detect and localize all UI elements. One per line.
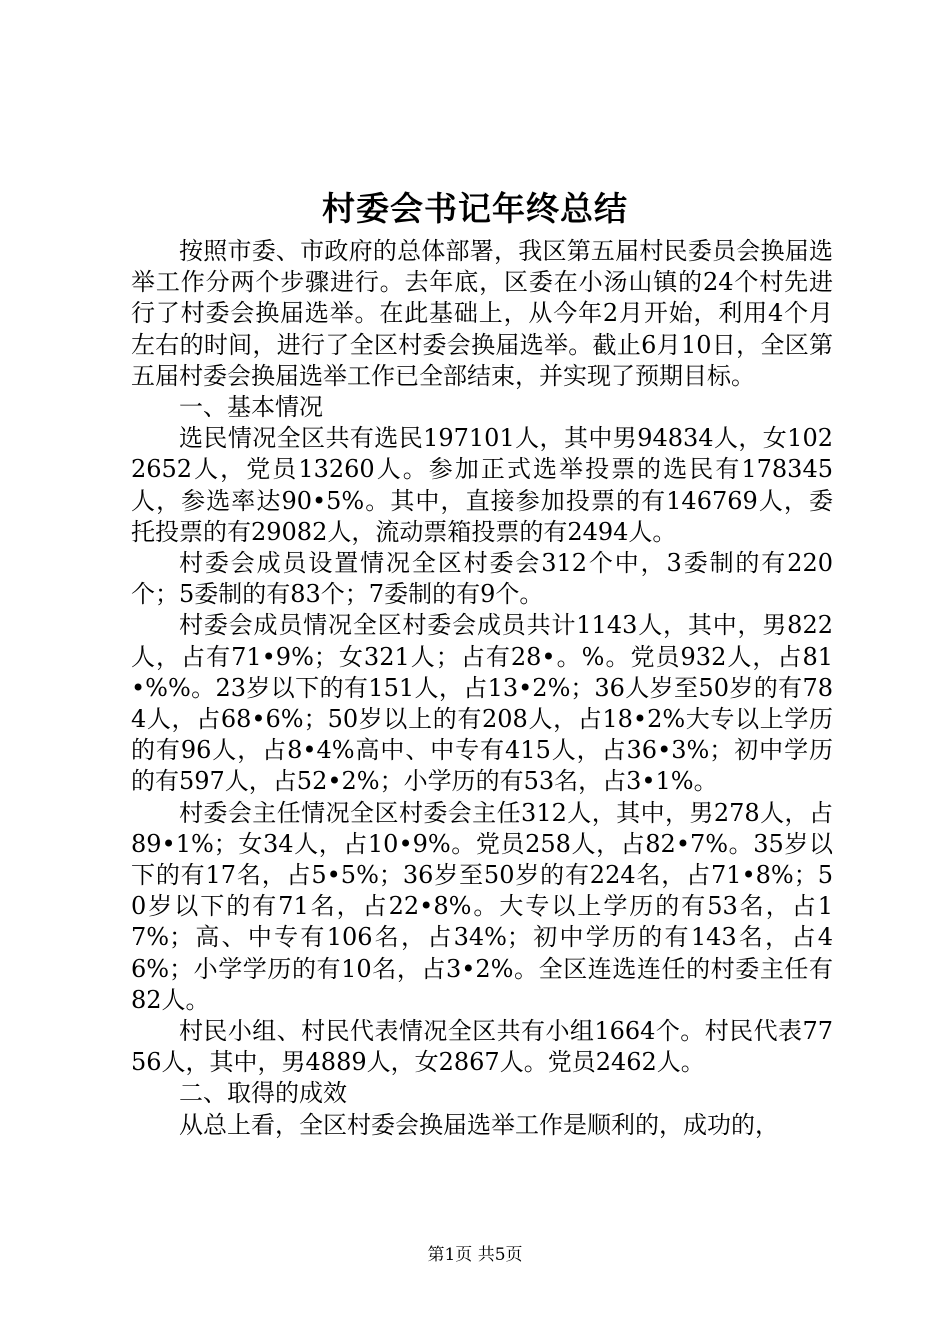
paragraph-intro: 按照市委、市政府的总体部署，我区第五届村民委员会换届选举工作分两个步骤进行。去年底，区委在小汤山镇的24个村先进行了村委会换届选举。在此基础上，从今年2月开始，利用4个月左右的时间，进行了全区村委会换届选举。截止6月10日，全区第五届村委会换届选举工作已全部结束，并实现了预期目标。 [131,237,833,390]
paragraph-committee-directors: 村委会主任情况全区村委会主任312人，其中，男278人，占89•1%；女34人，占10•9%。党员258人，占82•7%。35岁以下的有17名，占5•5%；36岁至50岁的有224名，占71•8%；50岁以下的有71名，占22•8%。大专以上学历的有53名，占17%；高、中专有106名，占34%；初中学历的有143名，占46%；小学学历的有10名，占3•2%。全区连选连任的村委主任有82人。 [131,798,833,1014]
document-body [131,236,833,1141]
paragraph-achievements-start: 从总上看，全区村委会换届选举工作是顺利的，成功的， [179,1110,779,1139]
section-heading-achievements: 二、取得的成效 [179,1079,347,1108]
paragraph-villager-groups: 村民小组、村民代表情况全区共有小组1664个。村民代表7756人，其中，男4889人，女2867人。党员2462人。 [131,1017,833,1077]
section-heading-basic-situation: 一、基本情况 [179,393,323,422]
paragraph-committee-setup: 村委会成员设置情况全区村委会312个中，3委制的有220个；5委制的有83个；7委制的有9个。 [131,549,833,609]
page-footer: 第1页 共5页 [427,1245,523,1265]
paragraph-voters: 选民情况全区共有选民197101人，其中男94834人，女1022652人，党员13260人。参加正式选举投票的选民有178345人，参选率达90•5%。其中，直接参加投票的有146769人，委托投票的有29082人，流动票箱投票的有2494人。 [131,424,833,546]
document-title: 村委会书记年终总结 [322,189,628,228]
paragraph-committee-members: 村委会成员情况全区村委会成员共计1143人，其中，男822人，占有71•9%；女321人；占有28•。%。党员932人，占81•%%。23岁以下的有151人，占13•2%；36人岁至50岁的有784人，占68•6%；50岁以上的有208人，占18•2%大专以上学历的有96人，占8•4%高中、中专有415人，占36•3%；初中学历的有597人，占52•2%；小学历的有53名，占3•1%。 [131,611,833,796]
